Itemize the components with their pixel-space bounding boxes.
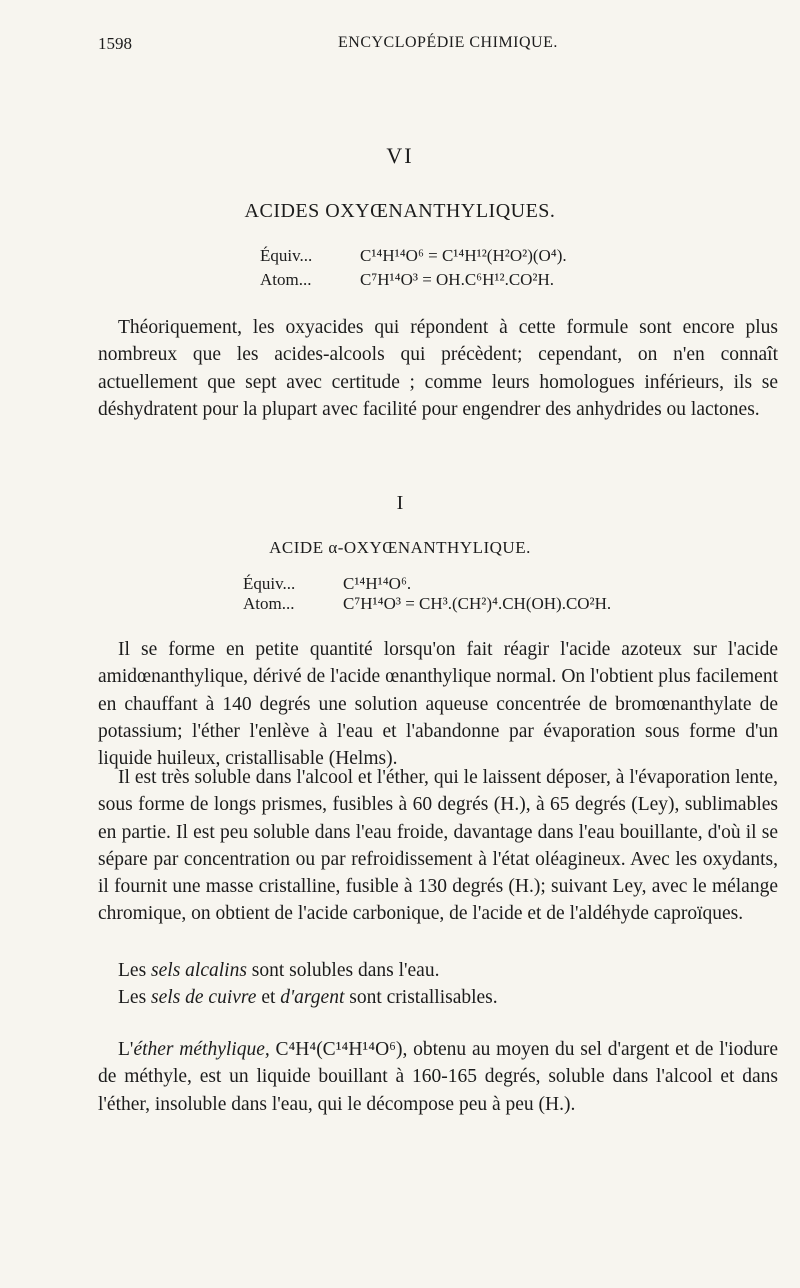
formula-label: Atom... — [260, 270, 312, 289]
italic-term: sels alcalins — [151, 960, 247, 981]
formula-label: Équiv... — [260, 246, 313, 265]
text-run: Les — [118, 960, 152, 981]
formula-value: C⁷H¹⁴O³ = OH.C⁶H¹².CO²H. — [360, 270, 555, 289]
italic-term: d'argent — [280, 987, 345, 1008]
subsection-formula-equiv — [243, 574, 411, 594]
text-run: C⁴H⁴(C¹⁴H¹⁴O⁶), obtenu au moyen du sel d'argent et de l'iodure de méthyle, est un liquide bouillant à 160-165 degrés, soluble dans l'alcool et dans l'éther, insoluble dans l'eau, qui le décompose peu à peu (H.). — [98, 1039, 778, 1115]
section-intro-paragraph: Théoriquement, les oxyacides qui répondent à cette formule sont encore plus nombreux que les acides-alcools qui précèdent; cependant, on n'en connaît actuellement que sept avec certitude ; comme leurs homologues inférieurs, ils se déshydratent pour la plupart avec facilité pour engendrer des anhydrides ou lactones. — [98, 317, 778, 420]
formula-label: Équiv... — [243, 574, 296, 593]
text-run: sont cristallisables. — [344, 987, 498, 1008]
formula-value: C⁷H¹⁴O³ = CH³.(CH²)⁴.CH(OH).CO²H. — [343, 594, 612, 613]
text-run: et — [256, 987, 281, 1008]
section-title: ACIDES OXYŒNANTHYLIQUES. — [244, 200, 556, 222]
section-formula-atom — [260, 270, 554, 290]
formula-value: C¹⁴H¹⁴O⁶. — [343, 574, 412, 593]
subsection-title: ACIDE α-OXYŒNANTHYLIQUE. — [269, 538, 531, 557]
running-title: ENCYCLOPÉDIE CHIMIQUE. — [338, 34, 558, 51]
properties-paragraph: Il est très soluble dans l'alcool et l'éther, qui le laissent déposer, à l'évaporation lente, sous forme de longs prismes, fusibles à 60 degrés (H.), à 65 degrés (Ley), sublimables en partie. Il est peu soluble dans l'eau froide, davantage dans l'eau bouillante, d'où il se sépare par concentration ou par refroidissement à l'état oléagineux. Avec les oxydants, il fournit une masse cristalline, fusible à 130 degrés (H.); suivant Ley, avec le mélange chromique, on obtient de l'acide carbonique, de l'acide et de l'aldéhyde caproïques. — [98, 767, 778, 925]
salts-line-alkaline — [118, 960, 439, 982]
subsection-formula-atom — [243, 594, 611, 614]
methyl-ether-paragraph — [98, 1036, 778, 1118]
text-run: Les — [118, 987, 152, 1008]
formula-label: Atom... — [243, 594, 295, 613]
italic-term: sels de cuivre — [151, 987, 257, 1008]
page-number: 1598 — [98, 34, 132, 53]
text-run: sont solubles dans l'eau. — [246, 960, 440, 981]
page-header — [98, 34, 752, 58]
text-run: L' — [118, 1039, 134, 1060]
italic-term: éther méthylique, — [133, 1039, 270, 1060]
salts-line-metal — [118, 987, 498, 1009]
section-number: VI — [386, 143, 414, 168]
formation-paragraph: Il se forme en petite quantité lorsqu'on fait réagir l'acide azoteux sur l'acide amidœnanthylique, dérivé de l'acide œnanthylique normal. On l'obtient plus facilement en chauffant à 140 degrés une solution aqueuse concentrée de bromœnanthylate de potassium; l'éther l'enlève à l'eau et l'abandonne par évaporation sous forme d'un liquide huileux, cristallisable (Helms). — [98, 639, 778, 770]
section-formula-equiv — [260, 246, 567, 266]
formula-value: C¹⁴H¹⁴O⁶ = C¹⁴H¹²(H²O²)(O⁴). — [360, 246, 567, 265]
subsection-number: I — [396, 492, 404, 514]
